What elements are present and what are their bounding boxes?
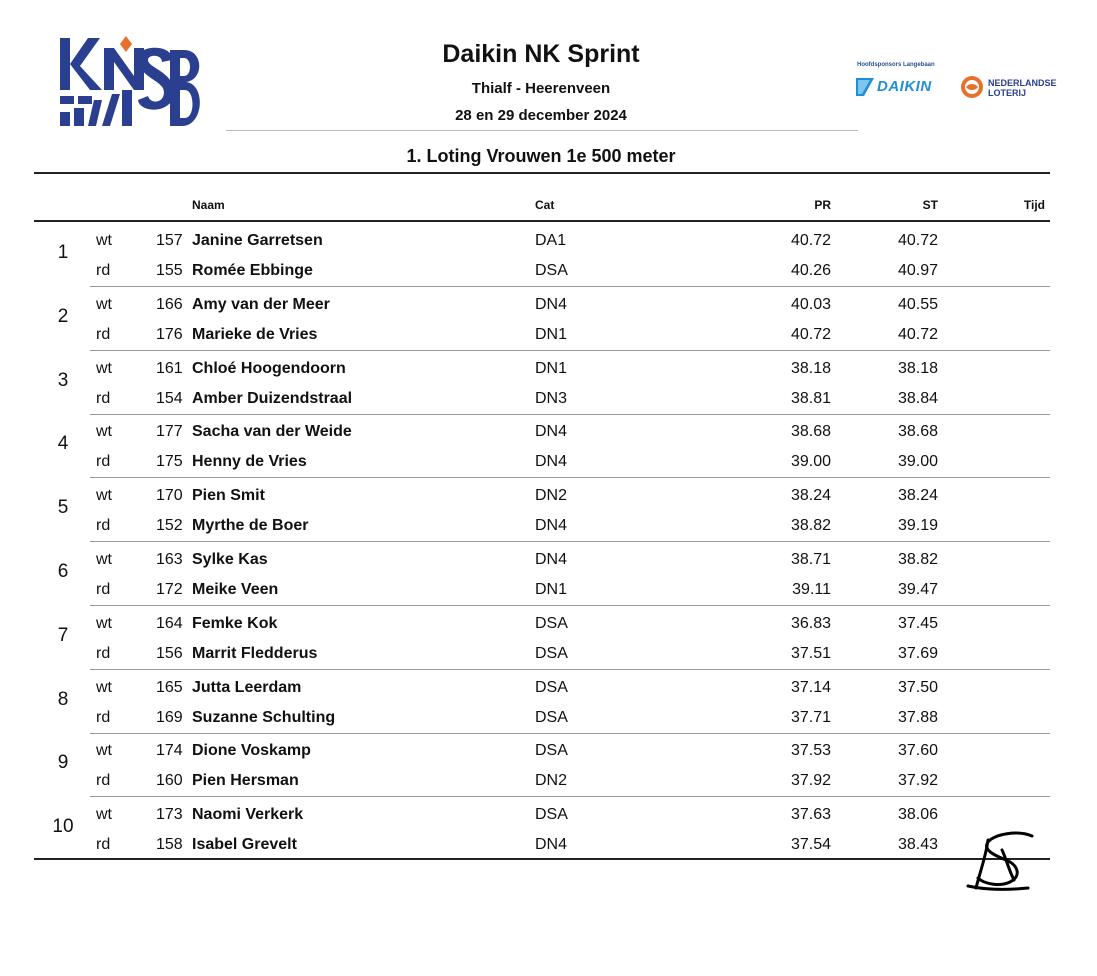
personal-record: 38.68 [790, 423, 831, 441]
personal-record: 38.18 [790, 359, 831, 377]
personal-record: 40.03 [790, 295, 831, 313]
category: DN4 [535, 836, 568, 854]
pair-divider [90, 796, 1050, 797]
skater-name: Chloé Hoogendoorn [192, 359, 346, 377]
start-number: 169 [156, 708, 183, 726]
pair-divider [90, 477, 1050, 478]
col-st: ST [922, 198, 938, 212]
lane-label: wt [96, 359, 112, 377]
personal-record: 37.71 [790, 708, 831, 726]
season-time: 39.00 [897, 453, 938, 471]
venue: Thialf - Heerenveen [471, 80, 611, 97]
table-row [0, 289, 1097, 319]
category: DN4 [535, 423, 568, 441]
pair-divider [90, 669, 1050, 670]
season-time: 39.47 [897, 581, 938, 598]
season-time: 38.43 [897, 836, 938, 854]
lane-label: rd [96, 644, 111, 662]
lane-label: rd [96, 389, 111, 407]
col-cat: Cat [535, 198, 555, 212]
season-time: 37.50 [897, 678, 938, 696]
start-number: 176 [156, 325, 183, 343]
pair-number: 7 [57, 624, 69, 646]
start-number: 154 [156, 389, 183, 407]
table-row [0, 383, 1097, 413]
col-name: Naam [192, 198, 225, 212]
skater-name: Amy van der Meer [192, 295, 330, 313]
start-number: 155 [156, 262, 183, 279]
table-row [0, 638, 1097, 668]
personal-record: 37.53 [790, 742, 831, 760]
category: DSA [535, 742, 568, 760]
personal-record: 37.54 [790, 836, 831, 854]
personal-record: 38.82 [790, 517, 831, 535]
category: DSA [535, 262, 568, 279]
lane-label: rd [96, 453, 111, 471]
lane-label: rd [96, 262, 111, 279]
start-number: 177 [156, 423, 183, 441]
skater-name: Marrit Fledderus [192, 644, 318, 662]
skater-name: Sacha van der Weide [192, 423, 352, 441]
personal-record: 40.72 [790, 325, 831, 343]
lane-label: wt [96, 806, 112, 824]
loterij-line-2: LOTERIJ [988, 88, 1027, 98]
pair-divider [90, 541, 1050, 542]
category: DN3 [535, 389, 568, 407]
lane-label: wt [96, 232, 112, 249]
start-number: 152 [156, 517, 183, 535]
signature [962, 828, 1042, 898]
season-time: 37.69 [897, 644, 938, 662]
skater-name: Myrthe de Boer [192, 517, 309, 535]
table-row [0, 319, 1097, 349]
category: DN1 [535, 359, 568, 377]
start-number: 172 [156, 581, 183, 598]
lane-label: rd [96, 325, 111, 343]
season-time: 38.82 [897, 551, 938, 568]
lane-label: rd [96, 836, 111, 854]
skater-name: Jutta Leerdam [192, 678, 302, 696]
start-number: 164 [156, 614, 183, 632]
skater-name: Sylke Kas [192, 551, 268, 568]
pair-number: 2 [57, 305, 69, 327]
start-number: 170 [156, 487, 183, 505]
lane-label: wt [96, 551, 112, 568]
category: DSA [535, 644, 568, 662]
skater-name: Romée Ebbinge [192, 262, 313, 279]
pair-divider [90, 733, 1050, 734]
pair-number: 9 [57, 752, 69, 774]
pair-divider [90, 286, 1050, 287]
personal-record: 37.63 [790, 806, 831, 824]
season-time: 38.06 [897, 806, 938, 824]
pair-number: 1 [57, 242, 69, 263]
table-bottom-rule [34, 858, 1050, 860]
header-divider [226, 130, 858, 131]
skater-name: Pien Smit [192, 487, 265, 505]
category: DN4 [535, 551, 568, 568]
personal-record: 37.14 [790, 678, 831, 696]
pair-divider [90, 605, 1050, 606]
skater-name: Amber Duizendstraal [192, 389, 353, 407]
category: DN1 [535, 581, 568, 598]
category: DA1 [535, 232, 567, 249]
pair-number: 10 [52, 816, 74, 838]
start-number: 156 [156, 644, 183, 662]
col-pr: PR [814, 198, 831, 212]
season-time: 38.18 [897, 359, 938, 377]
season-time: 37.60 [897, 742, 938, 760]
table-row [0, 446, 1097, 476]
skater-name: Janine Garretsen [192, 232, 323, 249]
col-time: Tijd [1023, 198, 1045, 212]
table-row [0, 799, 1097, 829]
personal-record: 40.26 [790, 262, 831, 279]
category: DSA [535, 678, 568, 696]
lane-label: rd [96, 772, 111, 790]
pair-divider [90, 350, 1050, 351]
daikin-logo-text: DAIKIN [877, 78, 932, 95]
personal-record: 37.92 [790, 772, 831, 790]
skater-name: Dione Voskamp [192, 742, 311, 760]
pair-number: 5 [57, 497, 69, 519]
personal-record: 38.81 [790, 389, 831, 407]
table-row [0, 608, 1097, 638]
start-number: 157 [156, 232, 183, 249]
skater-name: Femke Kok [192, 614, 278, 632]
category: DSA [535, 614, 568, 632]
category: DN4 [535, 295, 568, 313]
table-row [0, 510, 1097, 540]
category: DN2 [535, 487, 568, 505]
event-title: Daikin NK Sprint [442, 40, 640, 68]
table-row [0, 829, 1097, 859]
personal-record: 40.72 [790, 232, 831, 249]
skater-name: Suzanne Schulting [192, 708, 336, 726]
loterij-logo-icon [960, 75, 984, 99]
skater-name: Pien Hersman [192, 772, 299, 790]
pair-number: 8 [57, 688, 69, 710]
header-bottom-rule [34, 220, 1050, 222]
category: DN4 [535, 453, 568, 471]
skater-name: Henny de Vries [192, 453, 307, 471]
lane-label: rd [96, 517, 111, 535]
personal-record: 39.00 [790, 453, 831, 471]
start-number: 161 [156, 359, 183, 377]
start-number: 173 [156, 806, 183, 824]
start-number: 175 [156, 453, 183, 471]
loterij-line-1: NEDERLANDSE [988, 78, 1057, 88]
sponsor-caption: Hoofdsponsors Langebaan [857, 62, 935, 68]
start-number: 174 [156, 742, 183, 760]
table-row [0, 702, 1097, 732]
season-time: 37.92 [897, 772, 938, 790]
personal-record: 38.24 [790, 487, 831, 505]
table-top-rule [34, 172, 1050, 174]
season-time: 38.24 [897, 487, 938, 505]
skater-name: Isabel Grevelt [192, 836, 297, 854]
season-time: 40.72 [897, 325, 938, 343]
pair-number: 6 [57, 561, 69, 582]
category: DSA [535, 708, 568, 726]
start-number: 158 [156, 836, 183, 854]
personal-record: 39.11 [792, 581, 831, 598]
category: DN1 [535, 325, 568, 343]
season-time: 40.72 [897, 232, 938, 249]
pair-divider [90, 414, 1050, 415]
table-row [0, 416, 1097, 446]
table-row [0, 574, 1097, 604]
season-time: 37.88 [897, 708, 938, 726]
season-time: 38.84 [897, 389, 938, 407]
table-row [0, 544, 1097, 574]
skater-name: Naomi Verkerk [192, 806, 304, 824]
lane-label: wt [96, 742, 112, 760]
lane-label: rd [96, 708, 111, 726]
table-row [0, 353, 1097, 383]
personal-record: 37.51 [790, 644, 831, 662]
start-number: 166 [156, 295, 183, 313]
lane-label: wt [96, 678, 112, 696]
season-time: 40.55 [897, 295, 938, 313]
table-row [0, 672, 1097, 702]
lane-label: wt [96, 614, 112, 632]
table-row [0, 255, 1097, 285]
category: DN2 [535, 772, 568, 790]
skater-name: Marieke de Vries [192, 325, 318, 343]
table-row [0, 765, 1097, 795]
table-row [0, 480, 1097, 510]
season-time: 37.45 [897, 614, 938, 632]
start-number: 165 [156, 678, 183, 696]
pair-number: 4 [57, 433, 69, 455]
table-row [0, 225, 1097, 255]
season-time: 40.97 [897, 262, 938, 279]
start-number: 163 [156, 551, 183, 568]
category: DN4 [535, 517, 568, 535]
season-time: 39.19 [897, 517, 938, 535]
section-title: 1. Loting Vrouwen 1e 500 meter [406, 146, 676, 166]
season-time: 38.68 [897, 423, 938, 441]
loterij-logo-text [988, 78, 1057, 98]
pair-number: 3 [57, 369, 69, 391]
skater-name: Meike Veen [192, 581, 279, 598]
personal-record: 38.71 [790, 551, 831, 568]
lane-label: rd [96, 581, 111, 598]
event-dates: 28 en 29 december 2024 [455, 107, 627, 124]
table-row [0, 735, 1097, 765]
personal-record: 36.83 [790, 614, 831, 632]
start-number: 160 [156, 772, 183, 790]
lane-label: wt [96, 295, 112, 313]
category: DSA [535, 806, 568, 824]
lane-label: wt [96, 423, 112, 441]
lane-label: wt [96, 487, 112, 505]
